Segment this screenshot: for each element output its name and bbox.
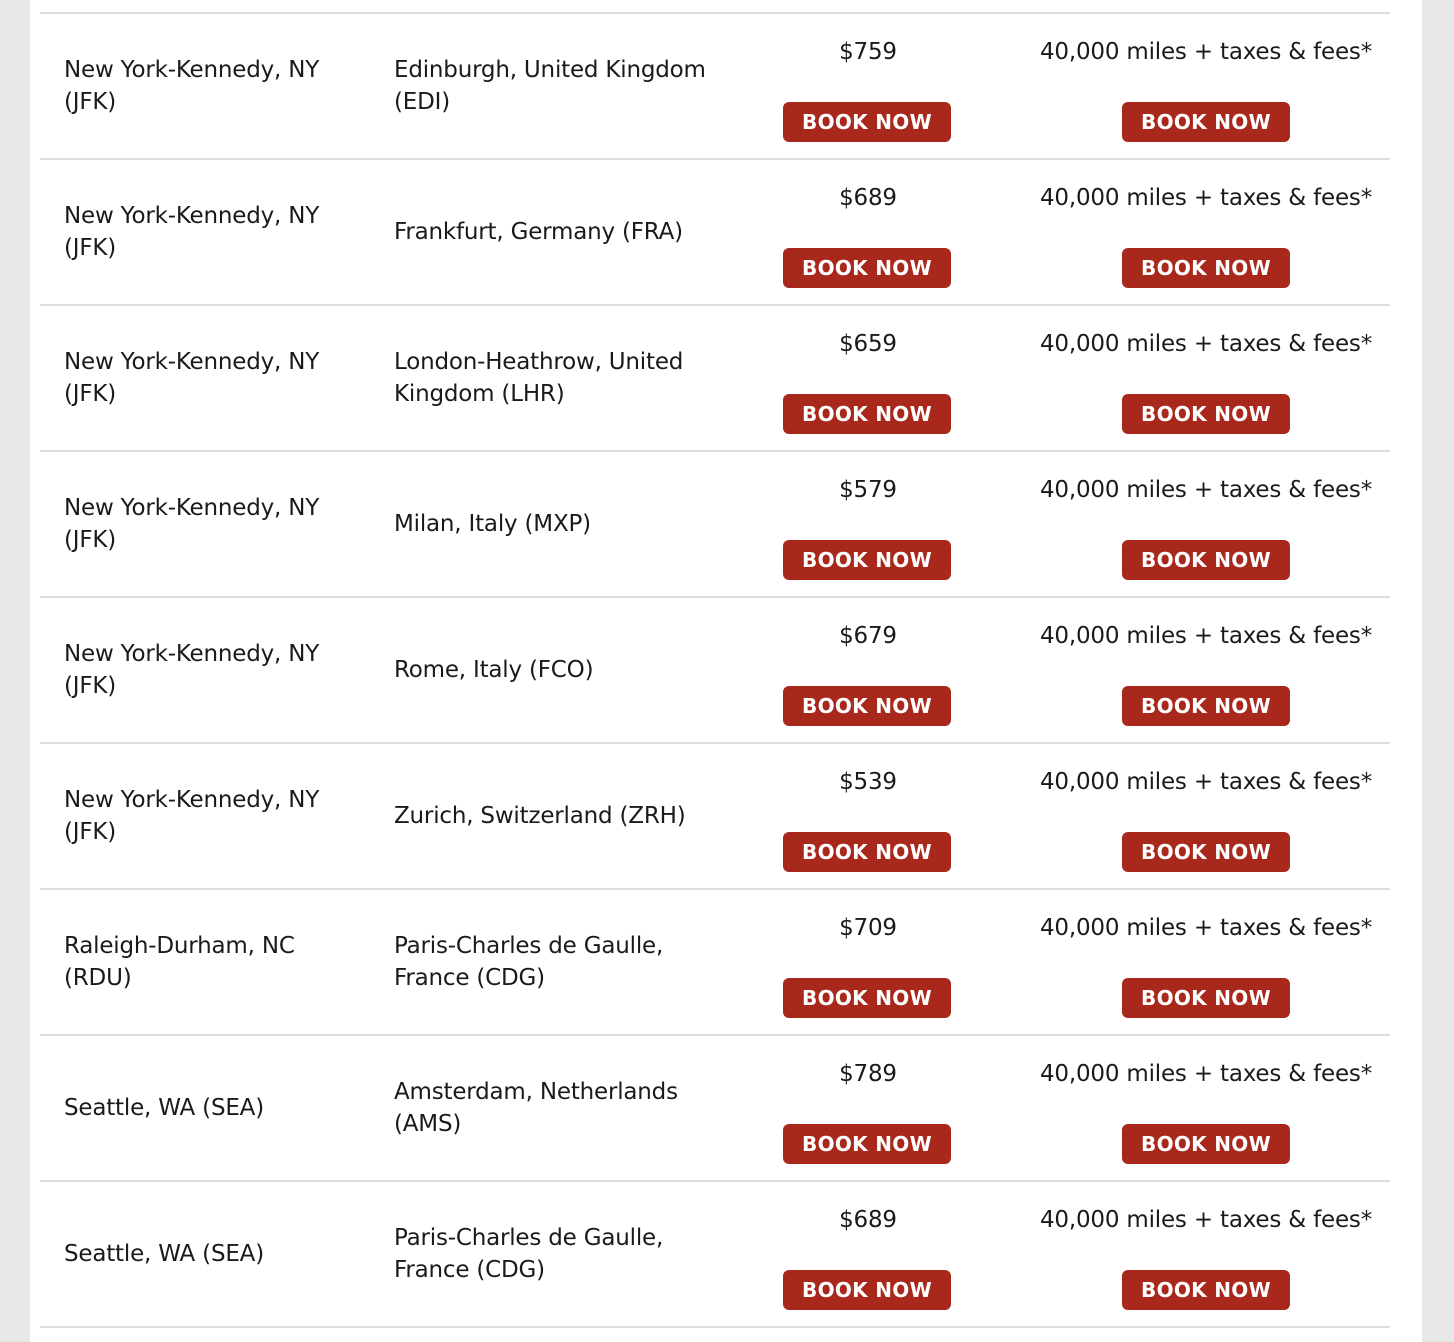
origin-city: Seattle, WA (SEA) [64,1241,264,1267]
fares-table [40,12,1390,1328]
origin-city: New York-Kennedy, NY (JFK) [64,787,320,845]
miles-cell [1040,744,1372,888]
fare-price: $689 [839,1207,897,1233]
fare-price: $789 [839,1061,897,1087]
fare-miles: 40,000 miles + taxes & fees* [1040,623,1372,649]
price-cell [768,14,968,158]
fare-price: $659 [839,331,897,357]
book-now-price-button[interactable]: BOOK NOW [783,978,951,1018]
fare-miles: 40,000 miles + taxes & fees* [1040,915,1372,941]
destination-city: Milan, Italy (MXP) [394,511,591,537]
book-now-price-button[interactable]: BOOK NOW [783,832,951,872]
price-cell [768,160,968,304]
origin-city: New York-Kennedy, NY (JFK) [64,57,320,115]
origin-city: Seattle, WA (SEA) [64,1095,264,1121]
fare-miles: 40,000 miles + taxes & fees* [1040,331,1372,357]
book-now-miles-button[interactable]: BOOK NOW [1122,978,1290,1018]
book-now-miles-button[interactable]: BOOK NOW [1122,1124,1290,1164]
destination-city: Rome, Italy (FCO) [394,657,594,683]
book-now-miles-button[interactable]: BOOK NOW [1122,248,1290,288]
miles-cell [1040,306,1372,450]
destination-city: Frankfurt, Germany (FRA) [394,219,683,245]
book-now-miles-button[interactable]: BOOK NOW [1122,832,1290,872]
fare-price: $679 [839,623,897,649]
origin-city: New York-Kennedy, NY (JFK) [64,349,320,407]
destination-city: Amsterdam, Netherlands (AMS) [394,1079,678,1137]
fare-miles: 40,000 miles + taxes & fees* [1040,769,1372,795]
fare-miles: 40,000 miles + taxes & fees* [1040,39,1372,65]
table-row [40,160,1390,306]
table-row [40,1182,1390,1328]
book-now-price-button[interactable]: BOOK NOW [783,248,951,288]
table-row [40,306,1390,452]
price-cell [768,452,968,596]
table-row [40,452,1390,598]
book-now-price-button[interactable]: BOOK NOW [783,686,951,726]
miles-cell [1040,1182,1372,1326]
destination-city: Zurich, Switzerland (ZRH) [394,803,686,829]
fare-price: $539 [839,769,897,795]
table-row [40,1036,1390,1182]
destination-city: Paris-Charles de Gaulle, France (CDG) [394,933,664,991]
origin-city: New York-Kennedy, NY (JFK) [64,495,320,553]
fare-miles: 40,000 miles + taxes & fees* [1040,1061,1372,1087]
fare-price: $759 [839,39,897,65]
fare-miles: 40,000 miles + taxes & fees* [1040,185,1372,211]
book-now-miles-button[interactable]: BOOK NOW [1122,1270,1290,1310]
table-row [40,598,1390,744]
book-now-price-button[interactable]: BOOK NOW [783,102,951,142]
book-now-price-button[interactable]: BOOK NOW [783,1124,951,1164]
book-now-miles-button[interactable]: BOOK NOW [1122,540,1290,580]
price-cell [768,1036,968,1180]
price-cell [768,744,968,888]
fare-miles: 40,000 miles + taxes & fees* [1040,1207,1372,1233]
table-row [40,14,1390,160]
price-cell [768,598,968,742]
miles-cell [1040,14,1372,158]
miles-cell [1040,598,1372,742]
origin-city: New York-Kennedy, NY (JFK) [64,203,320,261]
content-panel [30,0,1422,1342]
destination-city: Paris-Charles de Gaulle, France (CDG) [394,1225,664,1283]
price-cell [768,306,968,450]
fare-price: $709 [839,915,897,941]
book-now-price-button[interactable]: BOOK NOW [783,394,951,434]
destination-city: Edinburgh, United Kingdom (EDI) [394,57,706,115]
miles-cell [1040,452,1372,596]
miles-cell [1040,1036,1372,1180]
book-now-miles-button[interactable]: BOOK NOW [1122,394,1290,434]
book-now-miles-button[interactable]: BOOK NOW [1122,686,1290,726]
price-cell [768,1182,968,1326]
book-now-price-button[interactable]: BOOK NOW [783,540,951,580]
table-row [40,744,1390,890]
price-cell [768,890,968,1034]
fare-miles: 40,000 miles + taxes & fees* [1040,477,1372,503]
origin-city: New York-Kennedy, NY (JFK) [64,641,320,699]
origin-city: Raleigh-Durham, NC (RDU) [64,933,295,991]
table-row [40,890,1390,1036]
book-now-price-button[interactable]: BOOK NOW [783,1270,951,1310]
miles-cell [1040,160,1372,304]
fare-price: $579 [839,477,897,503]
fare-price: $689 [839,185,897,211]
destination-city: London-Heathrow, United Kingdom (LHR) [394,349,684,407]
miles-cell [1040,890,1372,1034]
book-now-miles-button[interactable]: BOOK NOW [1122,102,1290,142]
